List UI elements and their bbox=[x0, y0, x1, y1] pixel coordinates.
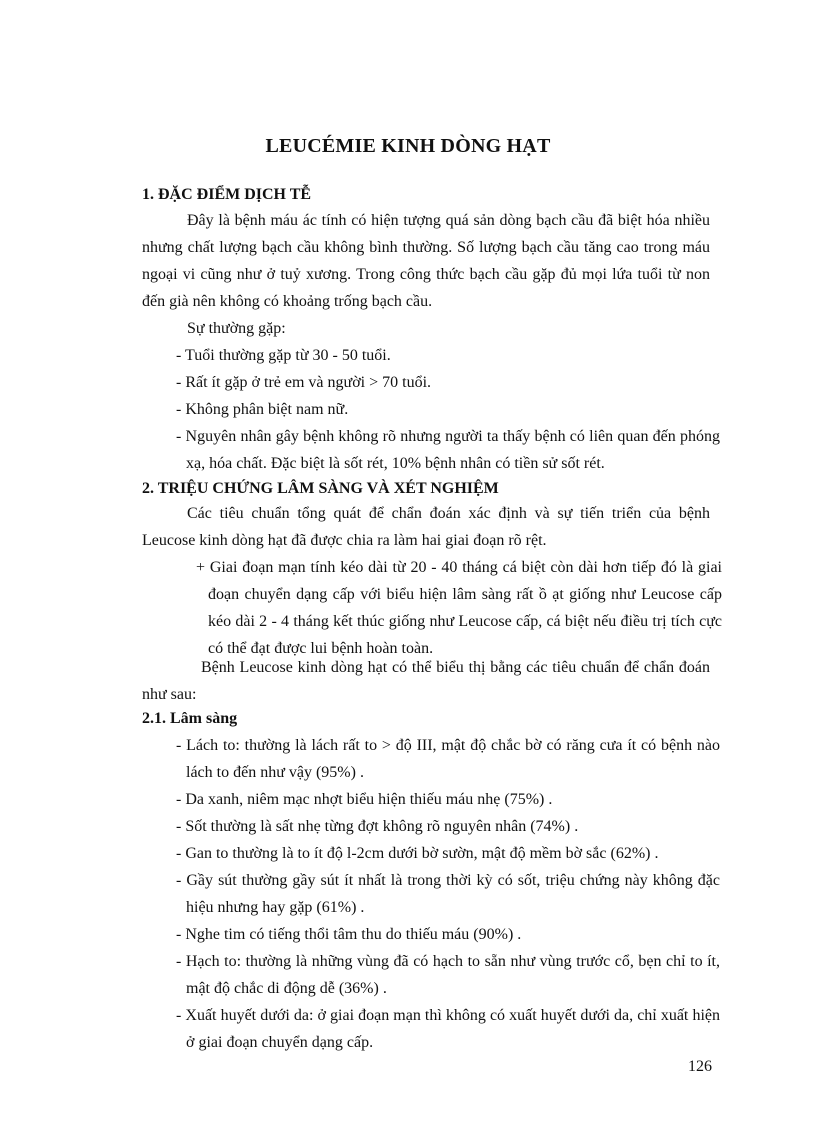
list-item: - Da xanh, niêm mạc nhợt biểu hiện thiếu máu nhẹ (75%) . bbox=[176, 791, 553, 808]
list-item: - Rất ít gặp ở trẻ em và người > 70 tuổi. bbox=[176, 374, 432, 391]
section-1-subheading: Sự thường gặp: bbox=[187, 320, 286, 337]
list-item: - Sốt thường là sất nhẹ từng đợt không rõ nguyên nhân (74%) . bbox=[176, 818, 579, 835]
list-item: - Gan to thường là to ít độ l-2cm dưới bờ sườn, mật độ mềm bờ sắc (62%) . bbox=[176, 845, 659, 862]
page-number: 126 bbox=[688, 1058, 712, 1075]
section-1-heading: 1. ĐẶC ĐIỂM DỊCH TỄ bbox=[142, 186, 312, 203]
list-item: - Xuất huyết dưới da: ở giai đoạn mạn thì không có xuất huyết dưới da, chỉ xuất hiện ở giai đoạn chuyển dạng cấp. bbox=[176, 1007, 720, 1051]
subsection-heading: 2.1. Lâm sàng bbox=[142, 710, 238, 727]
section-2-paragraph: Các tiêu chuẩn tổng quát để chẩn đoán xác định và sự tiến triển của bệnh Leucose kinh dòng hạt đã được chia ra làm hai giai đoạn rõ rệt. bbox=[142, 505, 710, 549]
list-item: - Tuổi thường gặp từ 30 - 50 tuổi. bbox=[176, 347, 391, 364]
list-item: + Giai đoạn mạn tính kéo dài từ 20 - 40 tháng cá biệt còn dài hơn tiếp đó là giai đoạn chuyển dạng cấp với biểu hiện lâm sàng rất ồ ạt giống như Leucose cấp kéo dài 2 - 4 tháng kết thúc giống như Leucose cấp, cá biệt nếu điều trị tích cực có thể đạt được lui bệnh hoàn toàn. bbox=[196, 559, 722, 657]
section-2-heading: 2. TRIỆU CHỨNG LÂM SÀNG VÀ XÉT NGHIỆM bbox=[142, 480, 499, 497]
list-item: - Hạch to: thường là những vùng đã có hạch to sẵn như vùng trước cổ, bẹn chỉ to ít, mật độ chắc di động dễ (36%) . bbox=[176, 953, 720, 997]
page-title: LEUCÉMIE KINH DÒNG HẠT bbox=[265, 135, 551, 157]
section-2-paragraph-2: Bệnh Leucose kinh dòng hạt có thể biểu thị bằng các tiêu chuẩn để chẩn đoán như sau: bbox=[142, 659, 710, 703]
list-item: - Lách to: thường là lách rất to > độ III, mật độ chắc bờ có răng cưa ít có bệnh nào lách to đến như vậy (95%) . bbox=[176, 737, 720, 781]
list-item: - Không phân biệt nam nữ. bbox=[176, 401, 349, 418]
list-item: - Gầy sút thường gầy sút ít nhất là trong thời kỳ có sốt, triệu chứng này không đặc hiệu nhưng hay gặp (61%) . bbox=[176, 872, 720, 916]
list-item: - Nghe tim có tiếng thổi tâm thu do thiếu máu (90%) . bbox=[176, 926, 522, 943]
list-item: - Nguyên nhân gây bệnh không rõ nhưng người ta thấy bệnh có liên quan đến phóng xạ, hóa chất. Đặc biệt là sốt rét, 10% bệnh nhân có tiền sử sốt rét. bbox=[176, 428, 720, 472]
section-1-paragraph: Đây là bệnh máu ác tính có hiện tượng quá sản dòng bạch cầu đã biệt hóa nhiều nhưng chất lượng bạch cầu không bình thường. Số lượng bạch cầu tăng cao trong máu ngoại vi cũng như ở tuỷ xương. Trong công thức bạch cầu gặp đủ mọi lứa tuổi từ non đến già nên không có khoảng trống bạch cầu. bbox=[142, 212, 710, 310]
